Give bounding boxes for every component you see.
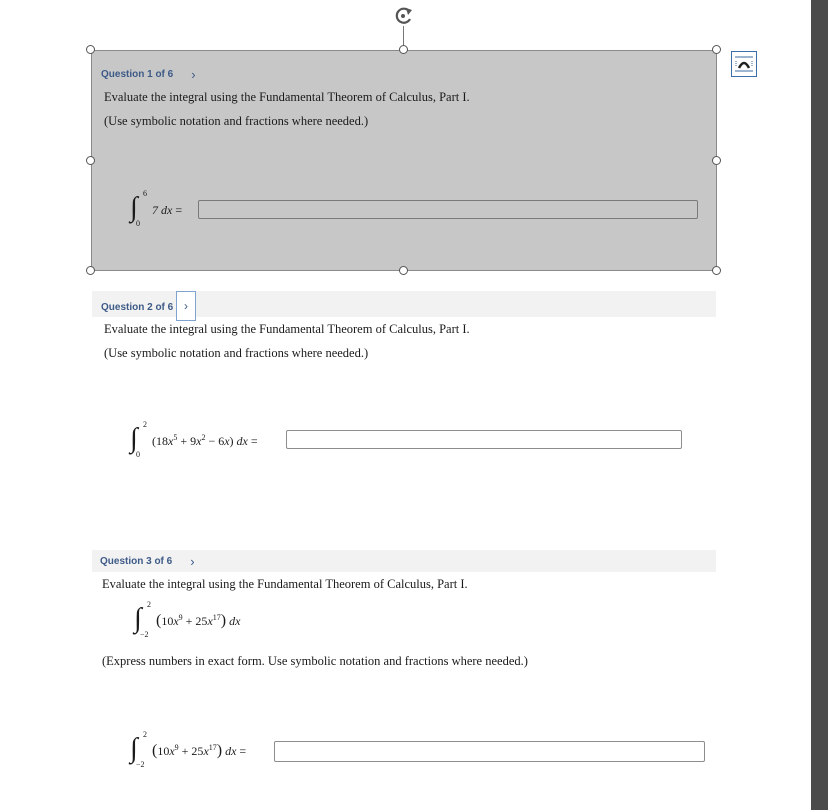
resize-handle-top-left[interactable]: [86, 45, 95, 54]
question-3-prompt: Evaluate the integral using the Fundamental Theorem of Calculus, Part I.: [102, 577, 468, 591]
chevron-right-icon[interactable]: ›: [190, 553, 195, 569]
question-1-answer-input[interactable]: [198, 200, 698, 219]
layout-options-button[interactable]: [731, 51, 757, 77]
question-2-note: (Use symbolic notation and fractions where needed.): [104, 346, 369, 360]
layout-options-icon: [732, 52, 756, 76]
integral-sign: ∫ 2 −2: [130, 730, 147, 769]
resize-handle-right[interactable]: [712, 156, 721, 165]
question-1-integral: ∫ 6 0 7 dx =: [130, 189, 183, 228]
resize-handle-top[interactable]: [399, 45, 408, 54]
resize-handle-left[interactable]: [86, 156, 95, 165]
question-3-integral-display: ∫ 2 −2 $(10x^9 + 25x^{17})$ dx: [134, 600, 241, 639]
question-3-answer-input[interactable]: [274, 741, 705, 762]
rotate-icon[interactable]: [392, 4, 418, 28]
question-2-header-label: Question 2 of 6: [101, 301, 174, 313]
resize-handle-bottom[interactable]: [399, 266, 408, 275]
integral-sign: ∫ 2 −2: [134, 600, 151, 639]
resize-handle-top-right[interactable]: [712, 45, 721, 54]
integral-sign: ∫ 2 0: [130, 420, 147, 459]
vertical-scrollbar[interactable]: [811, 0, 828, 810]
question-3-integral: ∫ 2 −2 $(10x^9 + 25x^{17})$ dx =: [130, 730, 247, 769]
question-3-header-label: Question 3 of 6: [100, 555, 173, 567]
question-1-note: (Use symbolic notation and fractions where needed.): [104, 114, 369, 128]
question-3-note: (Express numbers in exact form. Use symbolic notation and fractions where needed.): [102, 654, 528, 668]
question-1-header[interactable]: [101, 61, 196, 87]
question-2-integral: ∫ 2 0 $(18x^5 + 9x^2 - 6x)$ dx =: [130, 420, 258, 459]
chevron-right-icon: ›: [184, 299, 188, 313]
chevron-right-icon[interactable]: ›: [191, 66, 196, 82]
resize-handle-bottom-right[interactable]: [712, 266, 721, 275]
question-1-header-label: Question 1 of 6: [101, 68, 174, 80]
question-1-prompt: Evaluate the integral using the Fundamental Theorem of Calculus, Part I.: [104, 90, 470, 104]
integral-sign: ∫ 6 0: [130, 189, 147, 228]
question-2-answer-input[interactable]: [286, 430, 682, 449]
question-2-prompt: Evaluate the integral using the Fundamental Theorem of Calculus, Part I.: [104, 322, 470, 336]
question-2-next-button[interactable]: [176, 291, 196, 321]
question-3-header[interactable]: [100, 548, 195, 574]
resize-handle-bottom-left[interactable]: [86, 266, 95, 275]
question-2-header[interactable]: [101, 294, 173, 320]
